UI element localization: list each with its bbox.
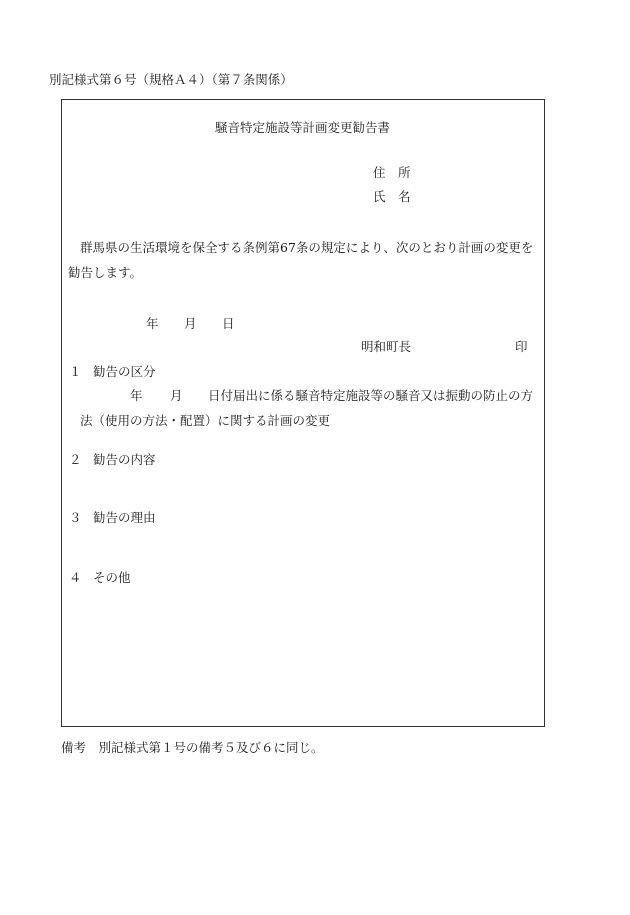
issuer-name: 明和町長	[361, 339, 412, 354]
item-3-number: ３	[69, 510, 82, 525]
body-text-line-1: 群馬県の生活環境を保全する条例第67条の規定により、次のとおり計画の変更を	[80, 240, 534, 255]
item-2-label: 勧告の内容	[93, 452, 156, 467]
item-3-label: 勧告の理由	[93, 510, 156, 525]
item-1-label: 勧告の区分	[93, 364, 156, 379]
seal-mark: 印	[515, 339, 528, 354]
date-month-label: 月	[184, 316, 197, 331]
body-text-line-2: 勧告します。	[68, 265, 143, 280]
item-2-number: ２	[69, 452, 82, 467]
form-number-label: 別記様式第６号（規格Ａ４）（第７条関係）	[49, 72, 293, 87]
item-1-number: １	[69, 364, 82, 379]
footer-note: 備考 別記様式第１号の備考５及び６に同じ。	[61, 740, 324, 755]
item-1-detail-month: 月	[170, 388, 183, 403]
document-frame	[61, 99, 545, 727]
item-1-detail-year: 年	[130, 388, 143, 403]
address-label: 住 所	[373, 165, 411, 180]
date-day-label: 日	[222, 316, 235, 331]
item-4-label: その他	[93, 570, 131, 585]
item-4-number: ４	[69, 570, 82, 585]
name-label: 氏 名	[373, 189, 411, 204]
item-1-detail-line-2: 法（使用の方法・配置）に関する計画の変更	[80, 413, 331, 428]
document-title: 騒音特定施設等計画変更勧告書	[215, 120, 391, 135]
item-1-detail-line-1: 日付届出に係る騒音特定施設等の騒音又は振動の防止の方	[208, 388, 534, 403]
date-year-label: 年	[146, 316, 159, 331]
